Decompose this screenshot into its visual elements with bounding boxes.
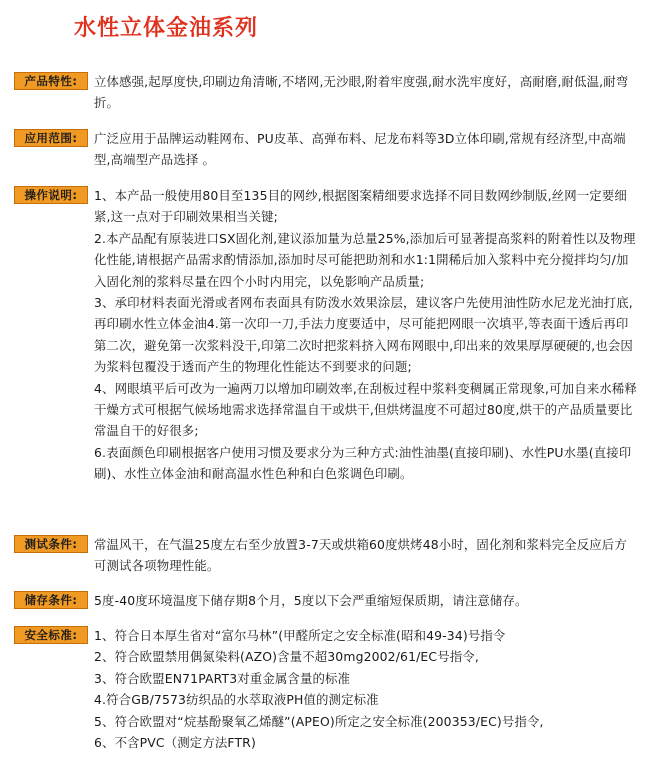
section-label: 安全标准: (14, 626, 88, 644)
section-content (94, 534, 638, 577)
content-line: 1、本产品一般使用80目至135目的网纱,根据图案精细要求选择不同目数网纱制版,丝网一定要细紧,这一点对于印刷效果相当关键; (94, 188, 627, 225)
section-label: 测试条件: (14, 535, 88, 553)
section-label: 应用范围: (14, 129, 88, 147)
content-line: 1、符合日本厚生省对“富尔马林”(甲醛所定之安全标准(昭和49-34)号指令 (94, 628, 506, 643)
content-line: 常温风干，在气温25度左右至少放置3-7天或烘箱60度烘烤48小时，固化剂和浆料完全反应后方可测试各项物理性能。 (94, 537, 627, 574)
content-line: 6、不含PVC（测定方法FTR) (94, 735, 256, 751)
content-line: 2、符合欧盟禁用偶氮染料(AZO)含量不超30mg2002/61/EC号指令, (94, 649, 479, 665)
section-content (94, 590, 638, 611)
section-label: 产品特性: (14, 72, 88, 90)
content-line: 广泛应用于品牌运动鞋网布、PU皮革、高弹布料、尼龙布料等3D立体印刷,常规有经济型,中高端型,高端型产品选择 。 (94, 131, 626, 168)
section-test-conditions (14, 534, 638, 577)
content-line: 5度-40度环境温度下储存期8个月，5度以下会严重缩短保质期，请注意储存。 (94, 593, 528, 608)
content-line: 4.符合GB/7573纺织品的水萃取液PH值的测定标准 (94, 692, 379, 708)
content-line: 2.本产品配有原装进口SX固化剂,建议添加量为总量25%,添加后可显著提高浆料的附着性以及物理化性能,请根据产品需求酌情添加,添加时尽可能把助剂和水1:1開稀后加入浆料中充分搅拌均匀/加入固化剂的浆料尽量在四个小时内用完，以免影响产品质量; (94, 230, 636, 289)
content-line: 3、符合欧盟EN71PART3对重金属含量的标准 (94, 670, 351, 686)
content-line: 立体感强,起厚度快,印刷边角清晰,不堵网,无沙眼,附着牢度强,耐水洗牢度好，高耐磨,耐低温,耐弯折。 (94, 74, 629, 111)
content-line: 5、符合欧盟对“烷基酚聚氧乙烯醚”(APEO)所定之安全标准(200353/EC)号指令, (94, 713, 544, 729)
section-storage-conditions (14, 590, 638, 611)
section-label: 操作说明: (14, 186, 88, 204)
section-content (94, 625, 638, 753)
content-line: 3、承印材料表面光滑或者网布表面具有防泼水效果涂层，建议客户先使用油性防水尼龙光油打底,再印刷水性立体金油4.第一次印一刀,手法力度要适中，尽可能把网眼一次填平,等表面干透后再印第二次，避免第一次浆料没干,印第二次时把浆料挤入网布网眼中,印出来的效果厚厚硬硬的,也会因为浆料包覆没于透而产生的物理化性能达不到要求的问题; (94, 295, 633, 375)
content-line: 4、网眼填平后可改为一遍两刀以增加印刷效率,在刮板过程中浆料变稠属正常现象,可加自来水稀释干燥方式可根据气候场地需求选择常温自干或烘干,但烘烤温度不可超过80度,烘干的产品质量要比常温自干的好很多; (94, 380, 637, 439)
section-label: 储存条件: (14, 591, 88, 609)
section-safety-standards (14, 625, 638, 753)
section-product-features (14, 71, 638, 114)
section-content (94, 185, 638, 485)
section-content (94, 71, 638, 114)
section-content (94, 128, 638, 171)
section-application-scope (14, 128, 638, 171)
section-operation-instructions (14, 185, 638, 485)
content-line: 6.表面颜色印刷根据客户使用习惯及要求分为三种方式:油性油墨(直接印刷)、水性PU水墨(直接印刷)、水性立体金油和耐高温水性色种和白色浆调色印刷。 (94, 444, 632, 482)
page-title: 水性立体金油系列 (74, 16, 259, 41)
